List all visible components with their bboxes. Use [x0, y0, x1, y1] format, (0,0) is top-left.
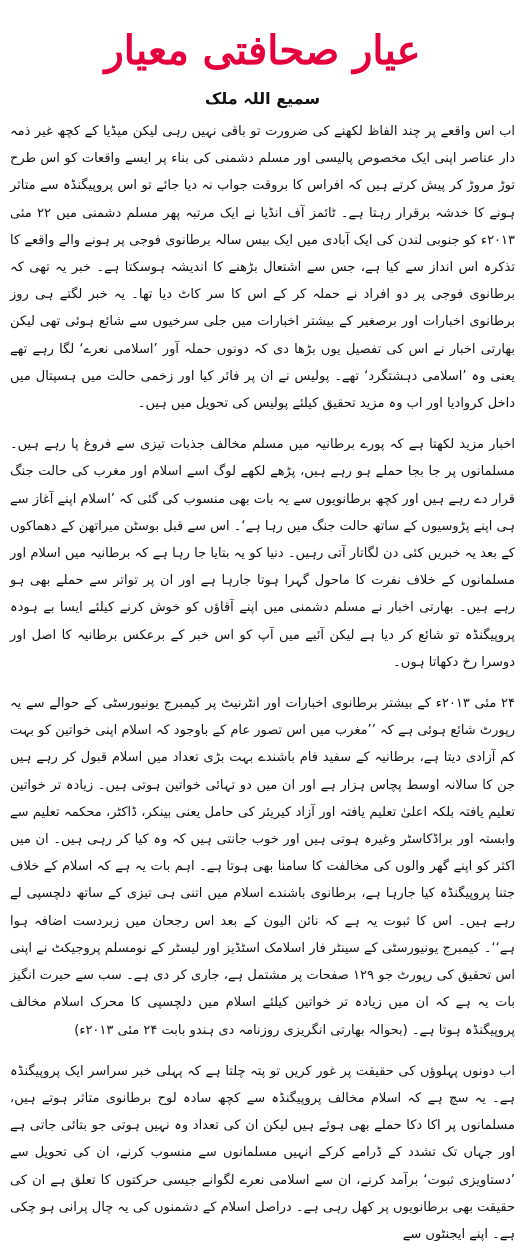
paragraph-2: اخبار مزید لکھتا ہے کہ پورے برطانیہ میں مسلم مخالف جذبات تیزی سے فروغ پا رہے ہیں۔ مسلمانوں پر جا بجا حملے ہو رہے ہیں، پڑھے لکھے لوگ اسے اسلام اور مغرب کی حالت جنگ قرار دے رہے ہیں اور کچھ برطانویوں سے یہ بات بھی منسوب کی گئی کہ ’اسلام اپنے آغاز سے ہی اپنے پڑوسیوں کے ساتھ حالت جنگ میں رہا ہے‘۔ اس سے قبل بوسٹن میراتھن کے دھماکوں کے بعد یہ خبریں کئی دن لگاتار آتی رہیں۔ دنیا کو یہ بتایا جا رہا ہے کہ برطانیہ میں اسلام اور مسلمانوں کے خلاف نفرت کا ماحول گہرا ہوتا جارہا ہے اور ان پر تواتر سے حملے بھی ہو رہے ہیں۔ بھارتی اخبار نے مسلم دشمنی میں اپنے آقاؤں کو خوش کرنے کیلئے ایسا بے ہودہ پروپیگنڈہ تو شائع کر دیا ہے لیکن آئیے میں آپ کو اس خبر کے برعکس برطانیہ کا اصل اور دوسرا رخ دکھاتا ہوں۔	[10, 437, 515, 670]
author-name: سمیع اللہ ملک	[204, 89, 321, 108]
paragraph-1: اب اس واقعے پر چند الفاظ لکھنے کی ضرورت تو باقی نہیں رہی لیکن میڈیا کے کچھ غیر ذمہ دار عناصر اپنی ایک مخصوص پالیسی اور مسلم دشمنی کی بناء پر ایسے واقعات کو اس طرح توڑ مروڑ کر پیش کرتے ہیں کہ افراس کا بروقت جواب نہ دیا جائے تو اس پروپیگنڈہ سے متاثر ہونے کا خدشہ برقرار رہتا ہے۔ ٹائمز آف انڈیا نے ایک مرتبہ پھر مسلم دشمنی میں ۲۲ مئی ۲۰۱۳ء کو جنوبی لندن کی ایک آبادی میں ایک بیس سالہ برطانوی فوجی پر ہونے والے واقعے کا تذکرہ اس انداز سے کیا ہے، جس سے اشتعال بڑھنے کا اندیشہ ہوسکتا ہے۔ خبر یہ تھی کہ برطانوی فوجی پر دو افراد نے حملہ کر کے اس کا سر کاٹ دیا تھا۔ یہ خبر لگتے ہی روز برطانوی اخبارات اور برصغیر کے بیشتر اخبارات میں جلی سرخیوں سے شائع ہوئی تھی لیکن بھارتی اخبار نے اس کی تفصیل یوں بڑھا دی کہ دونوں حملہ آور ’اسلامی نعرے‘ لگا رہے تھے یعنی وہ ’اسلامی دہشتگرد‘ تھے۔ پولیس نے ان پر فائر کیا اور زخمی حالت میں ہسپتال میں داخل کروادیا اور اب وہ مزید تحقیق کیلئے پولیس کی تحویل میں ہیں۔	[10, 124, 515, 412]
paragraph-3: ۲۴ مئی ۲۰۱۳ء کے بیشتر برطانوی اخبارات اور انٹرنیٹ پر کیمبرج یونیورسٹی کے حوالے سے یہ رپورٹ شائع ہوئی ہے کہ ’’مغرب میں اس تصور عام کے باوجود کہ اسلام اپنی خواتین کو بہت کم آزادی دیتا ہے، برطانیہ کے سفید فام باشندے بہت بڑی تعداد میں اسلام قبول کر رہے ہیں جن کا سالانہ اوسط پچاس ہزار ہے اور ان میں دو تہائی خواتین ہوتی ہیں۔ زیادہ تر خواتین تعلیم یافتہ بلکہ اعلیٰ تعلیم یافتہ اور آزاد کیریئر کی حامل یعنی بینکر، ڈاکٹر، محکمہ تعلیم سے وابستہ اور براڈکاسٹر وغیرہ ہوتی ہیں اور خوب جانتی ہیں کہ وہ کیا کر رہی ہیں۔ ان میں اکثر کو اپنے گھر والوں کی مخالفت کا سامنا بھی ہوتا ہے۔ اہم بات یہ ہے کہ اسلام کے خلاف جتنا پروپیگنڈہ کیا جارہا ہے، برطانوی باشندے اسلام میں اتنی ہی تیزی کے ساتھ دلچسپی لے رہے ہیں۔ اس کا ثبوت یہ ہے کہ نائن الیون کے بعد اس رجحان میں زبردست اضافہ ہوا ہے‘‘۔ کیمبرج یونیورسٹی کے سینٹر فار اسلامک اسٹڈیز اور لیسٹر کے نومسلم پروجیکٹ نے اپنی اس تحقیق کی رپورٹ جو ۱۲۹ صفحات پر مشتمل ہے، جاری کر دی ہے۔ سب سے حیرت انگیز بات یہ ہے کہ ان میں زیادہ تر خواتین کیلئے اسلام میں دلچسپی کا محرک اسلام مخالف پروپیگنڈہ ہوتا ہے۔ (بحوالہ بھارتی انگریزی روزنامہ دی ہندو بابت ۲۴ مئی ۲۰۱۳ء)	[10, 696, 516, 1038]
article-title: عیار صحافتی معیار	[104, 27, 421, 74]
paragraph-4: اب دونوں پہلوؤں کی حقیقت پر غور کریں تو پتہ چلتا ہے کہ پہلی خبر سراسر ایک پروپیگنڈہ ہے۔ یہ سچ ہے کہ اسلام مخالف پروپیگنڈہ سے کچھ سادہ لوح برطانوی متاثر ہوتے ہیں، مسلمانوں پر اکا دکا حملے بھی ہوئے ہیں لیکن ان کی تعداد وہ نہیں ہوتی جو بتائی جاتی ہے اور جہاں تک تشدد کے ڈرامے کرکے انہیں مسلمانوں سے منسوب کرنے، ان کی تحویل سے ’دستاویزی ثبوت‘ برآمد کرنے، ان سے اسلامی نعرے لگوانے جیسی حرکتوں کا تعلق ہے ان کی حقیقت بھی برطانویوں پر کھل رہی ہے۔ دراصل اسلام کے دشمنوں کی یہ چال پرانی ہو چکی ہے۔ اپنے ایجنٹوں سے	[10, 1063, 515, 1242]
